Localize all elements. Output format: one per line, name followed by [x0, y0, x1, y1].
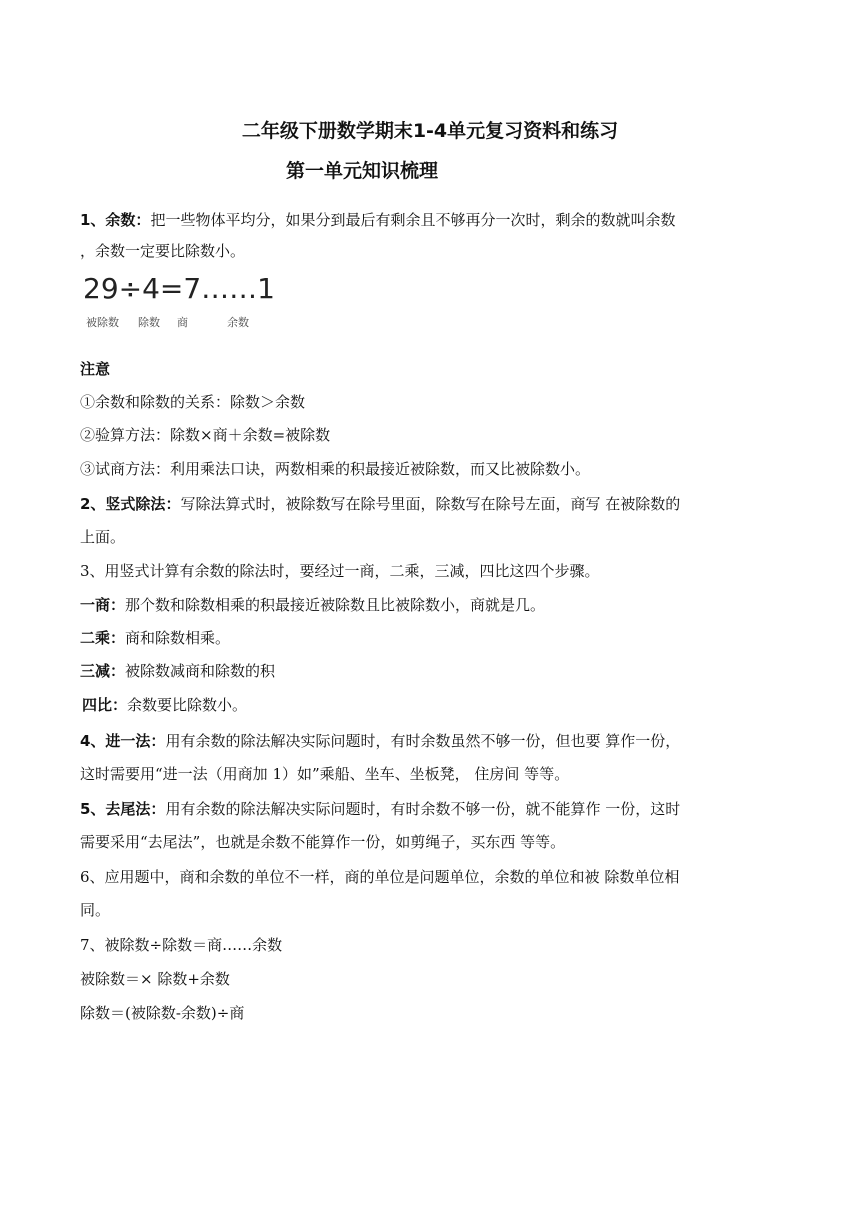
paragraph-2-label: 2、竖式除法： — [80, 495, 181, 513]
step-1-text: 那个数和除数相乘的积最接近被除数且比被除数小，商就是几。 — [125, 596, 546, 614]
remainder-label: 余数 — [227, 316, 249, 329]
paragraph-2-text: 写除法算式时，被除数写在除号里面，除数写在除号左面，商写 在被除数的 — [180, 495, 681, 513]
paragraph-2-line-2: 上面。 — [80, 528, 126, 546]
note-item-3: ③试商方法：利用乘法口诀，两数相乘的积最接近被除数，而又比被除数小。 — [80, 460, 591, 478]
paragraph-2-line-1 — [80, 494, 780, 514]
paragraph-7-line-2: 被除数＝× 除数+余数 — [80, 970, 230, 988]
paragraph-4-line-2: 这时需要用“进一法（用商加 1）如”乘船、坐车、坐板凳， 住房间 等等。 — [80, 765, 570, 783]
step-2-text: 商和除数相乘。 — [125, 629, 231, 647]
paragraph-5-text: 用有余数的除法解决实际问题时，有时余数不够一份，就不能算作 一份，这时 — [165, 800, 681, 818]
paragraph-4-text: 用有余数的除法解决实际问题时，有时余数虽然不够一份，但也要 算作一份， — [165, 732, 681, 750]
paragraph-3: 3、用竖式计算有余数的除法时，要经过一商，二乘，三减，四比这四个步骤。 — [80, 562, 600, 580]
paragraph-6-line-2: 同。 — [80, 901, 111, 919]
step-3 — [80, 661, 780, 681]
paragraph-1-text: 把一些物体平均分，如果分到最后有剩余且不够再分一次时，剩余的数就叫余数 — [150, 211, 676, 229]
paragraph-1-line-2: ，余数一定要比除数小。 — [80, 242, 246, 260]
paragraph-1-label: 1、余数： — [80, 211, 151, 229]
paragraph-4-line-1 — [80, 731, 780, 751]
step-4-label: 四比： — [82, 696, 128, 714]
divisor-label: 除数 — [138, 316, 160, 329]
note-item-2: ②验算方法：除数×商＋余数=被除数 — [80, 426, 331, 444]
paragraph-7-line-3: 除数＝(被除数-余数)÷商 — [80, 1004, 245, 1022]
step-3-label: 三减： — [80, 662, 126, 680]
paragraph-6-line-1: 6、应用题中，商和余数的单位不一样，商的单位是问题单位，余数的单位和被 除数单位相 — [80, 868, 680, 886]
division-example-formula: 29÷4=7……1 — [83, 272, 275, 305]
paragraph-5-line-1 — [80, 799, 780, 819]
note-heading: 注意 — [80, 360, 111, 378]
step-4-text: 余数要比除数小。 — [127, 696, 248, 714]
step-2-label: 二乘： — [80, 629, 126, 647]
paragraph-5-label: 5、去尾法： — [80, 800, 166, 818]
paragraph-4-label: 4、进一法： — [80, 732, 166, 750]
step-4 — [82, 695, 782, 715]
quotient-label: 商 — [177, 316, 188, 329]
note-item-1: ①余数和除数的关系：除数＞余数 — [80, 393, 306, 411]
step-2 — [80, 628, 780, 648]
step-1 — [80, 595, 780, 615]
document-title: 二年级下册数学期末1-4单元复习资料和练习 — [241, 120, 619, 142]
step-1-label: 一商： — [80, 596, 126, 614]
paragraph-1-line-1 — [80, 210, 780, 230]
paragraph-7-line-1: 7、被除数÷除数＝商……余数 — [80, 936, 283, 954]
step-3-text: 被除数减商和除数的积 — [125, 662, 276, 680]
dividend-label: 被除数 — [86, 316, 119, 329]
paragraph-5-line-2: 需要采用“去尾法”，也就是余数不能算作一份，如剪绳子，买东西 等等。 — [80, 833, 566, 851]
section-title: 第一单元知识梳理 — [286, 160, 439, 182]
